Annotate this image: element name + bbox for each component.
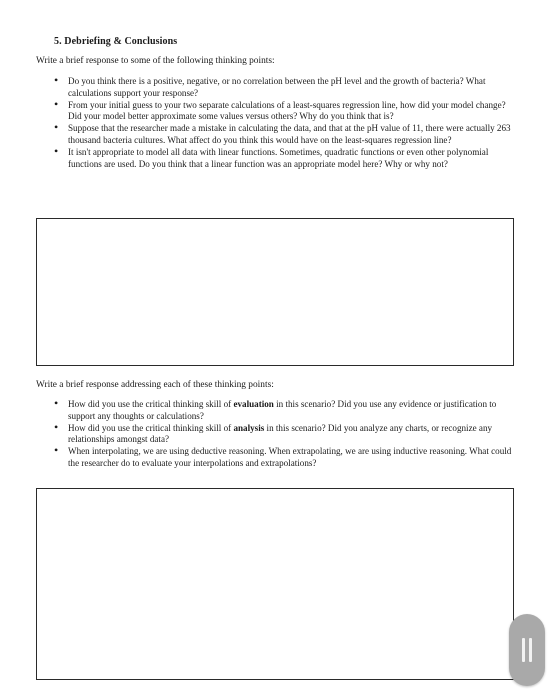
list-item bbox=[54, 423, 514, 446]
part1-intro: Write a brief response to some of the following thinking points: bbox=[36, 56, 275, 66]
grip-line bbox=[529, 638, 532, 662]
response-box-2[interactable] bbox=[36, 488, 514, 680]
list-item: • It isn't appropriate to model all data with linear functions. Sometimes, quadratic functions or even other polynomial functions are used. Do you think that a linear function was an appropriate model here? Why or why not? bbox=[54, 147, 514, 170]
list-item: • From your initial guess to your two separate calculations of a least-squares regression line, how did your model change? Did your model better approximate some values versus others? Why do you think that is? bbox=[54, 100, 514, 123]
list-item: • Do you think there is a positive, negative, or no correlation between the pH level and the growth of bacteria? What calculations support your response? bbox=[54, 76, 514, 99]
section-heading: 5. Debriefing & Conclusions bbox=[54, 36, 178, 47]
part1-thinking-points bbox=[54, 76, 514, 171]
list-item bbox=[54, 399, 514, 422]
point-keyword: analysis bbox=[233, 422, 265, 433]
list-item: • Suppose that the researcher made a mistake in calculating the data, and that at the pH value of 11, there were actually 263 thousand bacteria cultures. What affect do you think this would have on the least-squares regression line? bbox=[54, 123, 514, 146]
point-text: How did you use the critical thinking skill of bbox=[68, 422, 234, 433]
response-box-1[interactable] bbox=[36, 218, 514, 366]
point-text: in this scenario? Did you analyze any charts, or recognize any relationships amongst data? bbox=[68, 422, 493, 445]
grip-line bbox=[522, 638, 525, 662]
part2-intro: Write a brief response addressing each of these thinking points: bbox=[36, 380, 274, 390]
point-text: in this scenario? Did you use any evidence or justification to support any thoughts or calculations? bbox=[68, 399, 497, 421]
point-text: How did you use the critical thinking skill of bbox=[68, 399, 234, 409]
point-keyword: evaluation bbox=[233, 399, 274, 409]
part2-thinking-points bbox=[54, 399, 514, 470]
point-text: When interpolating, we are using deductive reasoning. When extrapolating, we are using inductive reasoning. What could the researcher do to evaluate your interpolations and extrapolations? bbox=[68, 446, 512, 468]
list-item bbox=[54, 446, 514, 469]
drag-handle-icon[interactable] bbox=[509, 614, 545, 686]
